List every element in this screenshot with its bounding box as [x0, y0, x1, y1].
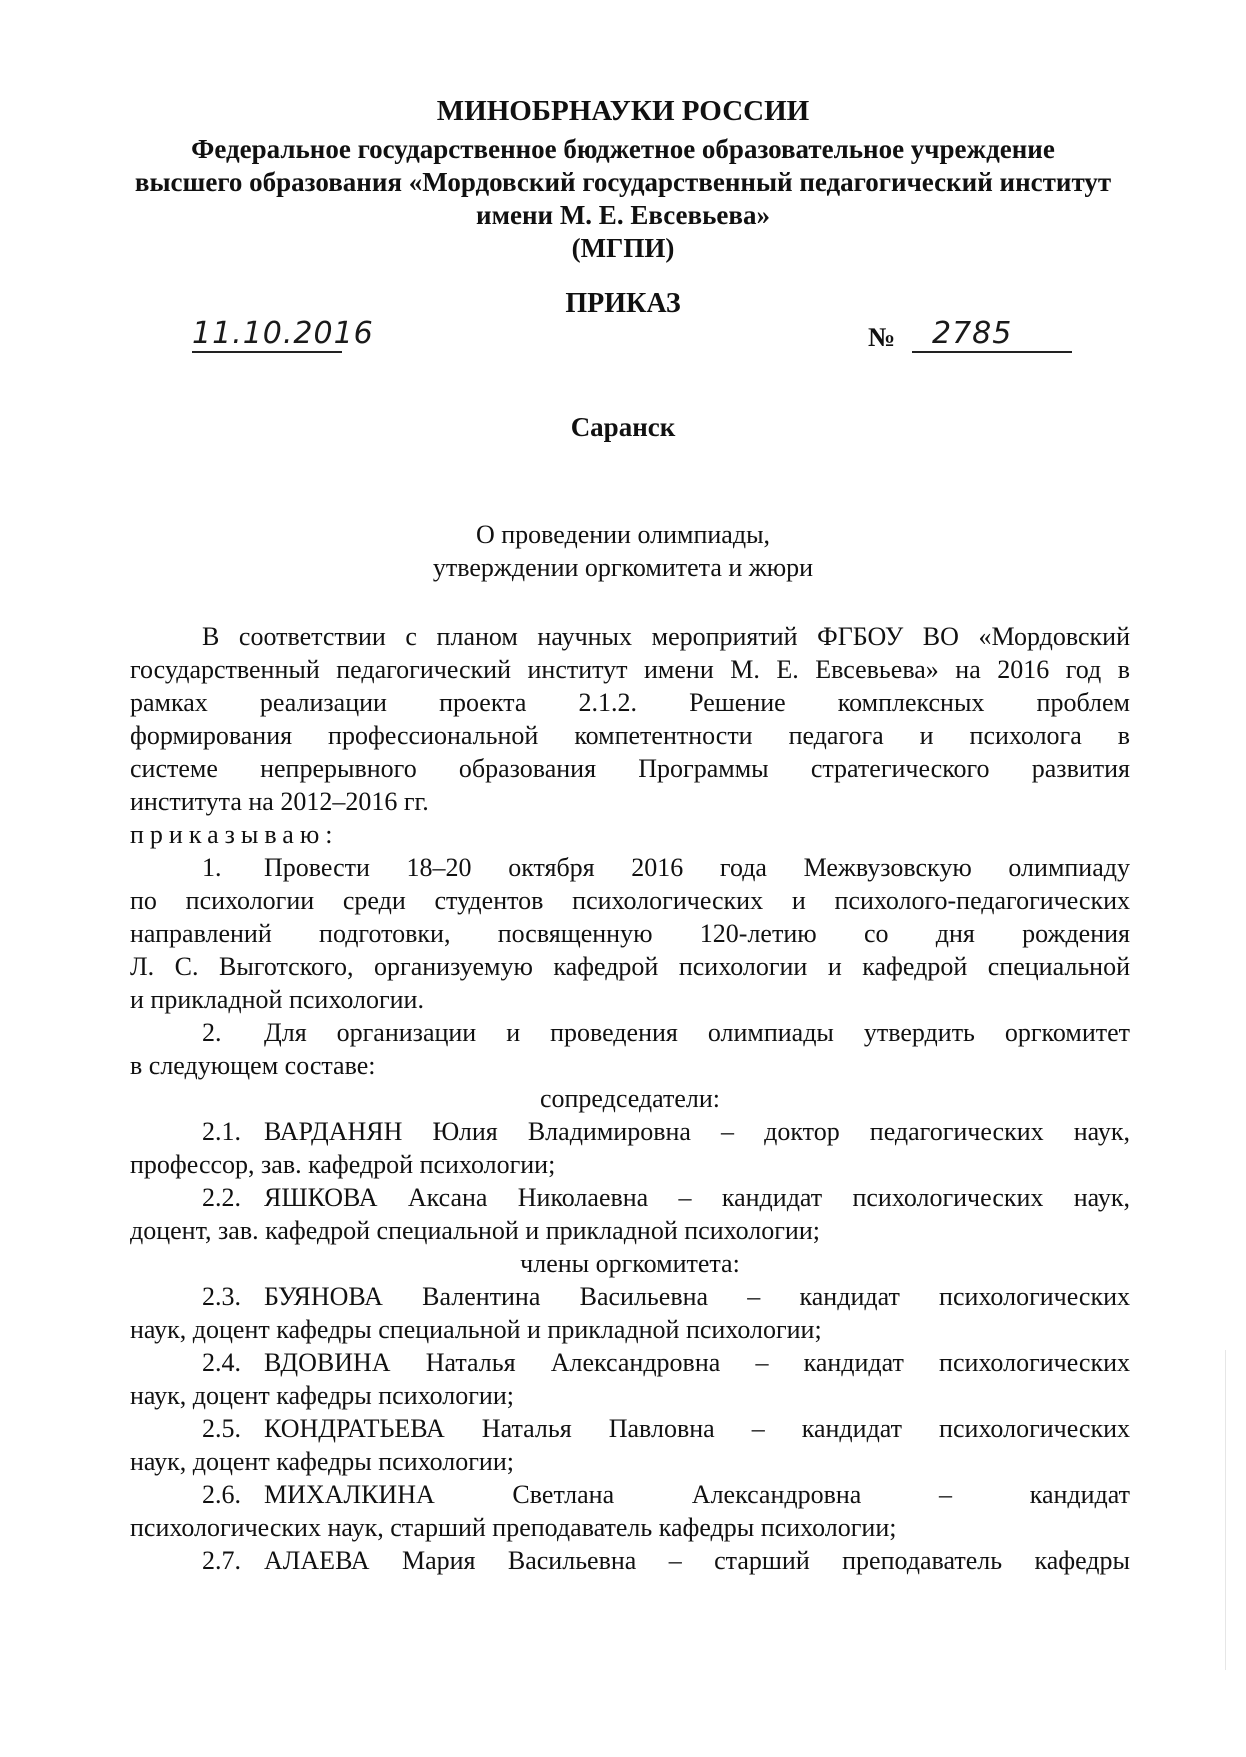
subitem-2-7: 2.7. АЛАЕВА Мария Васильевна – старший преподаватель кафедры [202, 1546, 1130, 1575]
subject-line-2: утверждении оргкомитета и жюри [432, 553, 814, 582]
preamble-line: государственный педагогический институт имени М. Е. Евсевьева» на 2016 год в [130, 655, 1130, 684]
org-name-line-1: Федеральное государственное бюджетное образовательное учреждение [191, 134, 1055, 164]
preamble-line: рамках реализации проекта 2.1.2. Решение комплексных проблем [130, 688, 1130, 717]
subitem-2-5: 2.5. КОНДРАТЬЕВА Наталья Павловна – кандидат психологических [202, 1414, 1130, 1443]
subitem-2-5-rest: наук, доцент кафедры психологии; [130, 1447, 514, 1476]
subitem-2-1-rest: профессор, зав. кафедрой психологии; [130, 1150, 556, 1179]
item-number: 2. [202, 1018, 222, 1047]
subitem-2-1: 2.1. ВАРДАНЯН Юлия Владимировна – доктор педагогических наук, [202, 1117, 1130, 1146]
item-1-first-line: 1. Провести 18–20 октября 2016 года Межвузовскую олимпиаду [202, 853, 1130, 882]
org-abbreviation: (МГПИ) [571, 233, 675, 263]
order-number: 2785 [932, 316, 1013, 351]
preamble-line: института на 2012–2016 гг. [130, 787, 429, 816]
subitem-2-6: 2.6. МИХАЛКИНА Светлана Александровна – кандидат [202, 1480, 1130, 1509]
preamble-line: системе непрерывного образования Программы стратегического развития [130, 754, 1130, 783]
item-1-line: и прикладной психологии. [130, 985, 424, 1014]
subitem-2-3-rest: наук, доцент кафедры специальной и прикладной психологии; [130, 1315, 822, 1344]
org-name-line-3: имени М. Е. Евсевьева» [476, 200, 770, 230]
city: Саранск [570, 412, 676, 442]
item-number: 1. [202, 853, 222, 882]
item-2-line: в следующем составе: [130, 1051, 376, 1080]
item-1-line: по психологии среди студентов психологических и психолого-педагогических [130, 886, 1130, 915]
scan-artifact [1225, 1350, 1226, 1670]
cochairs-heading: сопредседатели: [539, 1084, 721, 1113]
subject-line-1: О проведении олимпиады, [475, 520, 771, 549]
item-2-first-line: 2. Для организации и проведения олимпиады утвердить оргкомитет [202, 1018, 1130, 1047]
subitem-2-3: 2.3. БУЯНОВА Валентина Васильевна – кандидат психологических [202, 1282, 1130, 1311]
number-sign: № [868, 322, 896, 352]
document-type: ПРИКАЗ [565, 288, 681, 319]
date-underline [192, 351, 342, 353]
order-body [130, 620, 1130, 1577]
order-date: 11.10.2016 [192, 316, 374, 351]
item-1-line: Л. С. Выготского, организуемую кафедрой психологии и кафедрой специальной [130, 952, 1130, 981]
item-1-line: направлений подготовки, посвященную 120-летию со дня рождения [130, 919, 1130, 948]
org-name-line-2: высшего образования «Мордовский государственный педагогический институт [134, 167, 1112, 197]
subitem-2-2-rest: доцент, зав. кафедрой специальной и прикладной психологии; [130, 1216, 820, 1245]
subitem-2-4: 2.4. ВДОВИНА Наталья Александровна – кандидат психологических [202, 1348, 1130, 1377]
number-underline [912, 351, 1072, 353]
preamble-line: В соответствии с планом научных мероприятий ФГБОУ ВО «Мордовский [202, 622, 1130, 651]
subitem-2-2: 2.2. ЯШКОВА Аксана Николаевна – кандидат психологических наук, [202, 1183, 1130, 1212]
ministry-title: МИНОБРНАУКИ РОССИИ [436, 95, 810, 127]
preamble-line: формирования профессиональной компетентности педагога и психолога в [130, 721, 1130, 750]
members-heading: члены оргкомитета: [520, 1249, 740, 1278]
order-word: приказываю: [130, 820, 339, 849]
subitem-2-4-rest: наук, доцент кафедры психологии; [130, 1381, 514, 1410]
subitem-2-6-rest: психологических наук, старший преподаватель кафедры психологии; [130, 1513, 897, 1542]
